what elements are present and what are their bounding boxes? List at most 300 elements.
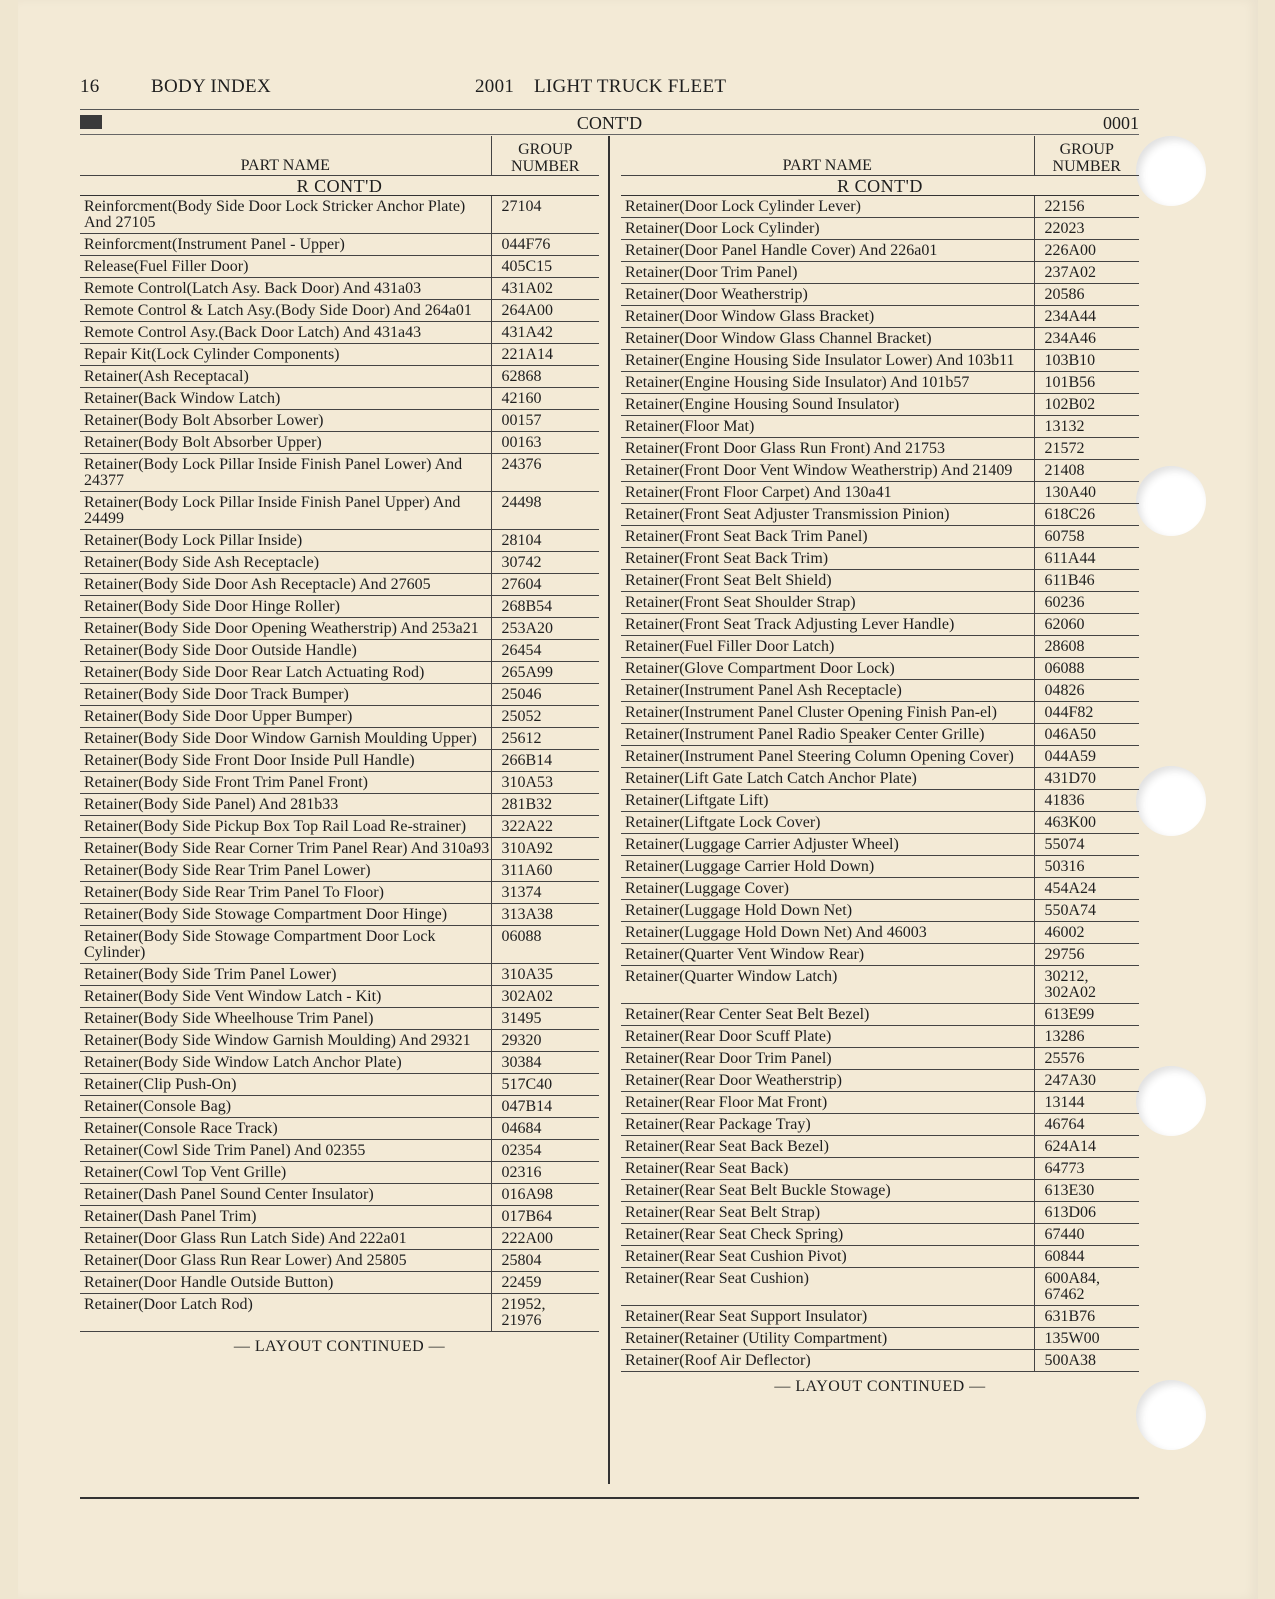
part-name-cell: Retainer(Rear Seat Back Bezel) <box>621 1136 1034 1158</box>
table-row <box>80 530 599 552</box>
group-number-cell: 550A74 <box>1034 900 1139 922</box>
group-number-cell: 017B64 <box>491 1206 599 1228</box>
group-number-cell: 613E30 <box>1034 1180 1139 1202</box>
part-name-cell: Retainer(Body Bolt Absorber Lower) <box>80 410 491 432</box>
part-name-cell: Retainer(Door Latch Rod) <box>80 1294 491 1332</box>
part-name-cell: Retainer(Body Side Wheelhouse Trim Panel) <box>80 1008 491 1030</box>
part-name-cell: Retainer(Body Side Door Ash Receptacle) And 27605 <box>80 574 491 596</box>
group-number-cell: 322A22 <box>491 816 599 838</box>
group-number-cell: 04684 <box>491 1118 599 1140</box>
group-number-cell: 20586 <box>1034 284 1139 306</box>
left-column <box>80 136 599 1356</box>
table-row <box>621 416 1139 438</box>
part-name-cell: Retainer(Body Side Door Upper Bumper) <box>80 706 491 728</box>
group-number-cell: 25052 <box>491 706 599 728</box>
part-name-cell: Retainer(Body Side Front Trim Panel Front) <box>80 772 491 794</box>
table-row <box>621 240 1139 262</box>
part-name-cell: Retainer(Front Seat Back Trim Panel) <box>621 526 1034 548</box>
table-row <box>80 388 599 410</box>
section-title: BODY INDEX <box>151 76 271 97</box>
part-name-cell: Retainer(Body Side Rear Trim Panel Lower) <box>80 860 491 882</box>
continued-label: CONT'D <box>576 113 643 133</box>
part-name-cell: Retainer(Rear Seat Cushion Pivot) <box>621 1246 1034 1268</box>
table-row <box>621 1328 1139 1350</box>
table-row <box>80 1162 599 1184</box>
part-name-cell: Retainer(Front Seat Shoulder Strap) <box>621 592 1034 614</box>
group-number-cell: 02316 <box>491 1162 599 1184</box>
column-divider <box>608 136 610 1484</box>
part-name-cell: Retainer(Retainer (Utility Compartment) <box>621 1328 1034 1350</box>
column-header-group-number <box>491 136 599 176</box>
table-row <box>80 1206 599 1228</box>
group-number-cell: 431D70 <box>1034 768 1139 790</box>
group-number-cell: 02354 <box>491 1140 599 1162</box>
table-row <box>80 300 599 322</box>
group-number-cell: 04826 <box>1034 680 1139 702</box>
table-row <box>621 372 1139 394</box>
table-row <box>80 964 599 986</box>
part-name-cell: Retainer(Body Side Pickup Box Top Rail Load Re-strainer) <box>80 816 491 838</box>
part-name-cell: Retainer(Rear Center Seat Belt Bezel) <box>621 1004 1034 1026</box>
group-number-cell: 266B14 <box>491 750 599 772</box>
part-name-cell: Retainer(Rear Seat Support Insulator) <box>621 1306 1034 1328</box>
table-row <box>80 838 599 860</box>
part-name-cell: Retainer(Liftgate Lift) <box>621 790 1034 812</box>
group-number-cell: 044F76 <box>491 234 599 256</box>
table-row <box>621 614 1139 636</box>
section-subheader: R CONT'D <box>80 176 599 196</box>
table-row <box>621 812 1139 834</box>
part-name-cell: Retainer(Body Side Stowage Compartment Door Hinge) <box>80 904 491 926</box>
table-row <box>80 706 599 728</box>
table-row <box>80 256 599 278</box>
group-number-cell: 611A44 <box>1034 548 1139 570</box>
table-row <box>621 196 1139 218</box>
part-name-cell: Retainer(Body Side Door Hinge Roller) <box>80 596 491 618</box>
part-name-cell: Retainer(Clip Push-On) <box>80 1074 491 1096</box>
part-name-cell: Retainer(Rear Floor Mat Front) <box>621 1092 1034 1114</box>
group-number-cell: 22156 <box>1034 196 1139 218</box>
group-number-cell: 463K00 <box>1034 812 1139 834</box>
footer-rule <box>80 1497 1139 1499</box>
part-name-cell: Retainer(Front Seat Belt Shield) <box>621 570 1034 592</box>
table-row <box>80 1228 599 1250</box>
table-row <box>621 1114 1139 1136</box>
group-number-cell: 624A14 <box>1034 1136 1139 1158</box>
group-number-cell: 60236 <box>1034 592 1139 614</box>
table-row <box>621 1158 1139 1180</box>
column-header-part-name: PART NAME <box>80 136 491 176</box>
group-number-cell: 22459 <box>491 1272 599 1294</box>
table-row <box>621 1048 1139 1070</box>
table-row <box>621 1350 1139 1372</box>
group-number-cell: 613E99 <box>1034 1004 1139 1026</box>
part-name-cell: Retainer(Rear Door Weatherstrip) <box>621 1070 1034 1092</box>
part-name-cell: Retainer(Engine Housing Side Insulator Lower) And 103b11 <box>621 350 1034 372</box>
binder-hole <box>1136 466 1206 536</box>
part-name-cell: Retainer(Lift Gate Latch Catch Anchor Plate) <box>621 768 1034 790</box>
group-number-cell: 46764 <box>1034 1114 1139 1136</box>
group-number-cell: 22023 <box>1034 218 1139 240</box>
group-number-cell: 102B02 <box>1034 394 1139 416</box>
group-number-cell: 62060 <box>1034 614 1139 636</box>
group-number-cell: 253A20 <box>491 618 599 640</box>
group-number-cell: 500A38 <box>1034 1350 1139 1372</box>
table-row <box>621 658 1139 680</box>
table-row <box>80 640 599 662</box>
table-row <box>621 328 1139 350</box>
part-name-cell: Reinforcment(Instrument Panel - Upper) <box>80 234 491 256</box>
table-row <box>80 322 599 344</box>
group-number-cell: 25046 <box>491 684 599 706</box>
group-number-cell: 431A42 <box>491 322 599 344</box>
group-number-cell: 613D06 <box>1034 1202 1139 1224</box>
group-number-cell: 405C15 <box>491 256 599 278</box>
group-number-cell: 60758 <box>1034 526 1139 548</box>
group-number-cell: 454A24 <box>1034 878 1139 900</box>
part-name-cell: Retainer(Liftgate Lock Cover) <box>621 812 1034 834</box>
group-number-cell: 25612 <box>491 728 599 750</box>
table-row <box>621 878 1139 900</box>
group-number-cell: 27604 <box>491 574 599 596</box>
table-row <box>621 1306 1139 1328</box>
group-number-cell: 06088 <box>1034 658 1139 680</box>
group-number-cell: 24498 <box>491 492 599 530</box>
column-header-group-number <box>1034 136 1139 176</box>
table-row <box>80 1250 599 1272</box>
part-name-cell: Release(Fuel Filler Door) <box>80 256 491 278</box>
group-number-cell: 047B14 <box>491 1096 599 1118</box>
part-name-cell: Retainer(Engine Housing Sound Insulator) <box>621 394 1034 416</box>
group-number-cell: 31495 <box>491 1008 599 1030</box>
binder-hole <box>1136 1066 1206 1136</box>
table-row <box>80 492 599 530</box>
parts-table-left <box>80 136 599 1332</box>
part-name-cell: Retainer(Luggage Carrier Hold Down) <box>621 856 1034 878</box>
binder-hole <box>1136 136 1206 206</box>
table-row <box>80 234 599 256</box>
table-row <box>80 1074 599 1096</box>
table-row <box>80 684 599 706</box>
document-title: LIGHT TRUCK FLEET <box>534 76 727 97</box>
table-row <box>80 904 599 926</box>
group-number-cell: 13132 <box>1034 416 1139 438</box>
group-number-cell: 631B76 <box>1034 1306 1139 1328</box>
group-number-cell: 130A40 <box>1034 482 1139 504</box>
table-row <box>621 790 1139 812</box>
group-number-cell: 431A02 <box>491 278 599 300</box>
group-number-cell: 24376 <box>491 454 599 492</box>
group-number-cell: 55074 <box>1034 834 1139 856</box>
table-row <box>621 1136 1139 1158</box>
group-number-cell: 28608 <box>1034 636 1139 658</box>
group-number-cell: 26454 <box>491 640 599 662</box>
part-name-cell: Retainer(Rear Seat Back) <box>621 1158 1034 1180</box>
group-number-cell: 310A53 <box>491 772 599 794</box>
part-name-cell: Retainer(Front Door Vent Window Weatherstrip) And 21409 <box>621 460 1034 482</box>
table-row <box>80 926 599 964</box>
part-name-cell: Retainer(Fuel Filler Door Latch) <box>621 636 1034 658</box>
table-row <box>80 454 599 492</box>
group-number-cell: 25576 <box>1034 1048 1139 1070</box>
group-number-cell: 310A35 <box>491 964 599 986</box>
table-body <box>621 176 1139 1372</box>
part-name-cell: Remote Control & Latch Asy.(Body Side Door) And 264a01 <box>80 300 491 322</box>
table-body <box>80 176 599 1332</box>
table-row <box>621 218 1139 240</box>
group-number-header-text: GROUP NUMBER <box>1052 141 1121 175</box>
table-row <box>621 548 1139 570</box>
group-number-cell: 044A59 <box>1034 746 1139 768</box>
table-row <box>621 570 1139 592</box>
part-name-cell: Retainer(Rear Package Tray) <box>621 1114 1034 1136</box>
part-name-cell: Retainer(Rear Seat Belt Buckle Stowage) <box>621 1180 1034 1202</box>
table-row <box>80 794 599 816</box>
group-number-cell: 21408 <box>1034 460 1139 482</box>
page-header <box>80 76 1140 100</box>
group-number-cell: 42160 <box>491 388 599 410</box>
group-number-cell: 221A14 <box>491 344 599 366</box>
group-number-cell: 50316 <box>1034 856 1139 878</box>
table-row <box>80 1030 599 1052</box>
part-name-cell: Retainer(Door Window Glass Channel Bracket) <box>621 328 1034 350</box>
part-name-cell: Retainer(Body Side Stowage Compartment Door Lock Cylinder) <box>80 926 491 964</box>
page-number: 16 <box>80 76 100 97</box>
group-number-cell: 30742 <box>491 552 599 574</box>
layout-continued-note: — LAYOUT CONTINUED — <box>774 1378 986 1395</box>
part-name-cell: Retainer(Body Side Ash Receptacle) <box>80 552 491 574</box>
table-row <box>80 1184 599 1206</box>
table-row <box>621 592 1139 614</box>
group-number-cell: 302A02 <box>491 986 599 1008</box>
part-name-cell: Retainer(Instrument Panel Cluster Opening Finish Pan-el) <box>621 702 1034 724</box>
part-name-cell: Retainer(Floor Mat) <box>621 416 1034 438</box>
table-row <box>621 1224 1139 1246</box>
table-row <box>80 882 599 904</box>
table-row <box>80 1052 599 1074</box>
part-name-cell: Retainer(Door Trim Panel) <box>621 262 1034 284</box>
table-row <box>80 278 599 300</box>
table-row <box>80 1272 599 1294</box>
part-name-cell: Retainer(Engine Housing Side Insulator) And 101b57 <box>621 372 1034 394</box>
group-number-cell: 103B10 <box>1034 350 1139 372</box>
part-name-cell: Retainer(Body Side Door Track Bumper) <box>80 684 491 706</box>
part-name-cell: Retainer(Body Bolt Absorber Upper) <box>80 432 491 454</box>
right-column <box>621 136 1139 1396</box>
table-row <box>621 1268 1139 1306</box>
bar-rule <box>80 134 1139 135</box>
group-number-cell: 27104 <box>491 196 599 234</box>
table-row <box>80 574 599 596</box>
table-row <box>621 834 1139 856</box>
part-name-cell: Repair Kit(Lock Cylinder Components) <box>80 344 491 366</box>
group-number-cell: 60844 <box>1034 1246 1139 1268</box>
table-row <box>621 746 1139 768</box>
group-number-cell: 13144 <box>1034 1092 1139 1114</box>
part-name-cell: Retainer(Door Glass Run Latch Side) And 222a01 <box>80 1228 491 1250</box>
table-row <box>80 410 599 432</box>
part-name-cell: Remote Control Asy.(Back Door Latch) And 431a43 <box>80 322 491 344</box>
table-row <box>621 1026 1139 1048</box>
part-name-cell: Retainer(Body Side Door Outside Handle) <box>80 640 491 662</box>
group-number-cell: 46002 <box>1034 922 1139 944</box>
part-name-cell: Retainer(Back Window Latch) <box>80 388 491 410</box>
table-row <box>621 724 1139 746</box>
table-row <box>80 750 599 772</box>
part-name-cell: Retainer(Body Side Rear Trim Panel To Floor) <box>80 882 491 904</box>
group-number-cell: 313A38 <box>491 904 599 926</box>
group-number-cell: 281B32 <box>491 794 599 816</box>
part-name-cell: Retainer(Door Weatherstrip) <box>621 284 1034 306</box>
table-row <box>80 1008 599 1030</box>
section-subheader: R CONT'D <box>621 176 1139 196</box>
table-row <box>80 986 599 1008</box>
part-name-cell: Retainer(Body Side Door Opening Weatherstrip) And 253a21 <box>80 618 491 640</box>
part-name-cell: Retainer(Console Bag) <box>80 1096 491 1118</box>
table-row <box>621 262 1139 284</box>
group-number-cell: 044F82 <box>1034 702 1139 724</box>
group-number-cell: 600A84, 67462 <box>1034 1268 1139 1306</box>
part-name-cell: Retainer(Front Door Glass Run Front) And 21753 <box>621 438 1034 460</box>
table-row <box>621 306 1139 328</box>
table-row <box>621 504 1139 526</box>
part-name-cell: Retainer(Body Side Window Latch Anchor Plate) <box>80 1052 491 1074</box>
group-number-cell: 13286 <box>1034 1026 1139 1048</box>
table-row <box>621 1202 1139 1224</box>
table-row <box>621 900 1139 922</box>
group-number-cell: 62868 <box>491 366 599 388</box>
binder-hole <box>1136 766 1206 836</box>
table-row <box>621 438 1139 460</box>
table-row <box>80 662 599 684</box>
table-row <box>621 1004 1139 1026</box>
table-row <box>621 702 1139 724</box>
table-row <box>621 1180 1139 1202</box>
part-name-cell: Retainer(Body Lock Pillar Inside) <box>80 530 491 552</box>
part-name-cell: Retainer(Instrument Panel Steering Column Opening Cover) <box>621 746 1034 768</box>
year: 2001 <box>475 76 515 97</box>
part-name-cell: Reinforcment(Body Side Door Lock Stricker Anchor Plate) And 27105 <box>80 196 491 234</box>
part-name-cell: Retainer(Body Side Rear Corner Trim Panel Rear) And 310a93 <box>80 838 491 860</box>
group-number-cell: 101B56 <box>1034 372 1139 394</box>
parts-table-right <box>621 136 1139 1372</box>
part-name-cell: Retainer(Front Seat Back Trim) <box>621 548 1034 570</box>
part-name-cell: Retainer(Door Lock Cylinder) <box>621 218 1034 240</box>
group-number-cell: 30384 <box>491 1052 599 1074</box>
group-number-cell: 016A98 <box>491 1184 599 1206</box>
part-name-cell: Remote Control(Latch Asy. Back Door) And 431a03 <box>80 278 491 300</box>
group-number-cell: 265A99 <box>491 662 599 684</box>
table-row <box>621 1070 1139 1092</box>
table-row <box>80 618 599 640</box>
group-number-cell: 264A00 <box>491 300 599 322</box>
group-number-cell: 247A30 <box>1034 1070 1139 1092</box>
group-number-cell: 28104 <box>491 530 599 552</box>
part-name-cell: Retainer(Cowl Side Trim Panel) And 02355 <box>80 1140 491 1162</box>
group-number-cell: 222A00 <box>491 1228 599 1250</box>
table-row <box>621 460 1139 482</box>
table-row <box>621 1092 1139 1114</box>
group-number-cell: 234A46 <box>1034 328 1139 350</box>
table-row <box>621 1246 1139 1268</box>
table-row <box>80 816 599 838</box>
group-number-cell: 64773 <box>1034 1158 1139 1180</box>
table-row <box>621 680 1139 702</box>
header-rule <box>80 109 1139 110</box>
table-row <box>621 526 1139 548</box>
part-name-cell: Retainer(Quarter Vent Window Rear) <box>621 944 1034 966</box>
table-row <box>80 728 599 750</box>
table-row <box>80 196 599 234</box>
group-number-cell: 41836 <box>1034 790 1139 812</box>
part-name-cell: Retainer(Body Side Door Window Garnish Moulding Upper) <box>80 728 491 750</box>
part-name-cell: Retainer(Body Side Vent Window Latch - Kit) <box>80 986 491 1008</box>
layout-continued-note: — LAYOUT CONTINUED — <box>233 1338 446 1355</box>
table-row <box>621 944 1139 966</box>
part-name-cell: Retainer(Front Seat Track Adjusting Lever Handle) <box>621 614 1034 636</box>
group-number-cell: 06088 <box>491 926 599 964</box>
part-name-cell: Retainer(Instrument Panel Radio Speaker Center Grille) <box>621 724 1034 746</box>
part-name-cell: Retainer(Cowl Top Vent Grille) <box>80 1162 491 1184</box>
part-name-cell: Retainer(Body Side Window Garnish Moulding) And 29321 <box>80 1030 491 1052</box>
part-name-cell: Retainer(Luggage Carrier Adjuster Wheel) <box>621 834 1034 856</box>
part-name-cell: Retainer(Rear Door Scuff Plate) <box>621 1026 1034 1048</box>
part-name-cell: Retainer(Door Window Glass Bracket) <box>621 306 1034 328</box>
part-name-cell: Retainer(Ash Receptacal) <box>80 366 491 388</box>
part-name-cell: Retainer(Door Lock Cylinder Lever) <box>621 196 1034 218</box>
table-row <box>80 366 599 388</box>
group-number-cell: 268B54 <box>491 596 599 618</box>
part-name-cell: Retainer(Body Lock Pillar Inside Finish Panel Upper) And 24499 <box>80 492 491 530</box>
group-number-cell: 29756 <box>1034 944 1139 966</box>
group-number-cell: 135W00 <box>1034 1328 1139 1350</box>
table-row <box>621 768 1139 790</box>
part-name-cell: Retainer(Body Side Front Door Inside Pull Handle) <box>80 750 491 772</box>
continued-bar <box>80 113 1139 133</box>
part-name-cell: Retainer(Console Race Track) <box>80 1118 491 1140</box>
group-number-cell: 046A50 <box>1034 724 1139 746</box>
group-number-cell: 226A00 <box>1034 240 1139 262</box>
part-name-cell: Retainer(Luggage Hold Down Net) And 46003 <box>621 922 1034 944</box>
group-number-cell: 237A02 <box>1034 262 1139 284</box>
table-row <box>80 1140 599 1162</box>
table-row <box>621 856 1139 878</box>
part-name-cell: Retainer(Rear Seat Belt Strap) <box>621 1202 1034 1224</box>
part-name-cell: Retainer(Door Panel Handle Cover) And 226a01 <box>621 240 1034 262</box>
part-name-cell: Retainer(Luggage Cover) <box>621 878 1034 900</box>
table-row <box>621 350 1139 372</box>
table-row <box>80 1096 599 1118</box>
group-number-cell: 31374 <box>491 882 599 904</box>
table-row <box>621 284 1139 306</box>
part-name-cell: Retainer(Door Handle Outside Button) <box>80 1272 491 1294</box>
group-number-cell: 311A60 <box>491 860 599 882</box>
part-name-cell: Retainer(Body Side Door Rear Latch Actuating Rod) <box>80 662 491 684</box>
table-row <box>621 394 1139 416</box>
group-number-cell: 25804 <box>491 1250 599 1272</box>
binder-hole <box>1136 1380 1206 1450</box>
table-row <box>80 860 599 882</box>
part-name-cell: Retainer(Body Side Trim Panel Lower) <box>80 964 491 986</box>
part-name-cell: Retainer(Rear Door Trim Panel) <box>621 1048 1034 1070</box>
group-number-cell: 517C40 <box>491 1074 599 1096</box>
part-name-cell: Retainer(Dash Panel Sound Center Insulator) <box>80 1184 491 1206</box>
table-row <box>80 432 599 454</box>
part-name-cell: Retainer(Roof Air Deflector) <box>621 1350 1034 1372</box>
table-row <box>621 966 1139 1004</box>
group-number-cell: 618C26 <box>1034 504 1139 526</box>
table-row <box>80 772 599 794</box>
